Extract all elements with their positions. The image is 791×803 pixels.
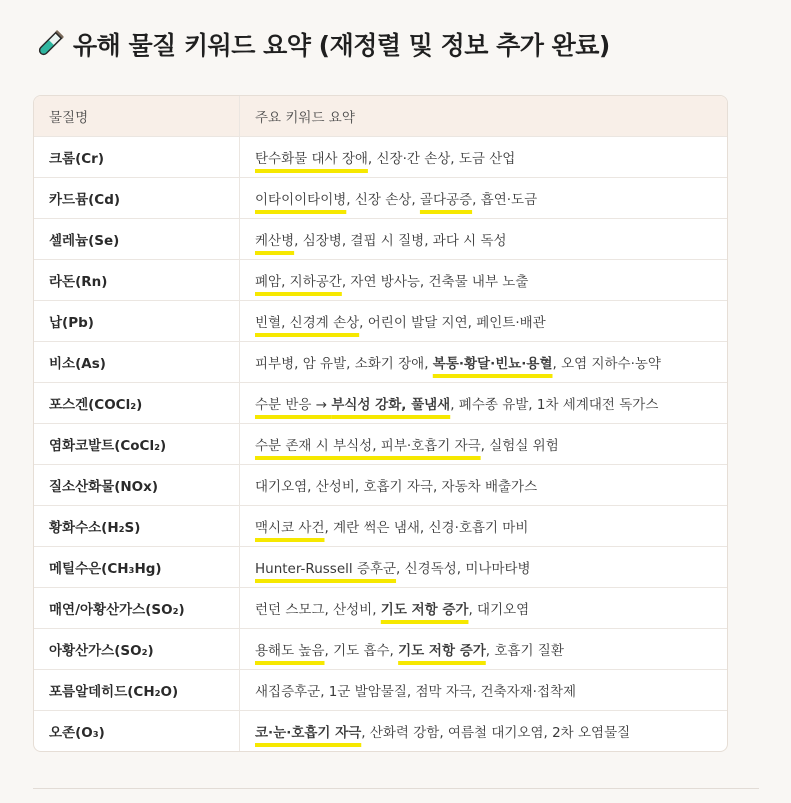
table-row [34, 465, 727, 506]
highlighted-keyword: Hunter-Russell 증후군 [255, 561, 397, 577]
substance-name: 염화코발트(CoCl₂) [34, 424, 240, 465]
keyword-text: 대기오염, 산성비, 호흡기 자극, 자동차 배출가스 [255, 479, 538, 495]
keyword-text: , 신장 손상, [346, 192, 420, 208]
substance-name: 메틸수은(CH₃Hg) [34, 547, 240, 588]
table-row [34, 670, 727, 711]
substance-name: 납(Pb) [34, 301, 240, 342]
table-row [34, 711, 727, 752]
highlighted-keyword: 이타이이타이병 [255, 192, 347, 208]
keyword-summary [240, 465, 728, 506]
keyword-text: 런던 스모그, 산성비, [255, 602, 381, 618]
table-row [34, 424, 727, 465]
substance-name: 포름알데히드(CH₂O) [34, 670, 240, 711]
table-row [34, 301, 727, 342]
keyword-text: , 자연 방사능, 건축물 내부 노출 [341, 274, 529, 290]
test-tube-icon [33, 27, 67, 61]
keyword-summary [240, 588, 728, 629]
highlighted-keyword: 용해도 높음 [255, 643, 325, 659]
substance-name: 황화수소(H₂S) [34, 506, 240, 547]
keyword-summary [240, 301, 728, 342]
keyword-text: , 폐수종 유발, 1차 세계대전 독가스 [450, 397, 659, 413]
keyword-text: , 호흡기 질환 [485, 643, 564, 659]
highlighted-keyword: 코·눈·호흡기 자극 [255, 725, 362, 741]
keyword-summary [240, 670, 728, 711]
keyword-text: , 신경독성, 미나마타병 [396, 561, 531, 577]
highlighted-keyword: 수분 반응 → [255, 397, 332, 413]
highlighted-keyword: 골다공증 [419, 192, 473, 208]
keyword-summary [240, 383, 728, 424]
highlighted-keyword: 기도 저항 증가 [398, 643, 486, 659]
keyword-summary [240, 506, 728, 547]
substance-name: 크롬(Cr) [34, 137, 240, 178]
table-row [34, 178, 727, 219]
keyword-text: , 실험실 위험 [480, 438, 559, 454]
substance-name: 오존(O₃) [34, 711, 240, 752]
substance-name: 매연/아황산가스(SO₂) [34, 588, 240, 629]
keyword-table [33, 95, 728, 752]
keyword-summary [240, 219, 728, 260]
keyword-summary [240, 137, 728, 178]
table-row [34, 260, 727, 301]
keyword-summary [240, 629, 728, 670]
substance-name: 셀레늄(Se) [34, 219, 240, 260]
table-row [34, 219, 727, 260]
highlighted-keyword: 탄수화물 대사 장애 [255, 151, 368, 167]
keyword-text: , 심장병, 결핍 시 질병, 과다 시 독성 [294, 233, 507, 249]
keyword-text: , 대기오염 [468, 602, 530, 618]
substance-name: 아황산가스(SO₂) [34, 629, 240, 670]
keyword-summary [240, 342, 728, 383]
page-title [33, 26, 610, 62]
highlighted-keyword: 기도 저항 증가 [380, 602, 469, 618]
keyword-text: 새집증후군, 1군 발암물질, 점막 자극, 건축자재·접착제 [255, 684, 577, 700]
substance-name: 라돈(Rn) [34, 260, 240, 301]
keyword-text: , 어린이 발달 지연, 페인트·배관 [359, 315, 546, 331]
keyword-summary [240, 260, 728, 301]
keyword-text: , 산화력 강함, 여름철 대기오염, 2차 오염물질 [361, 725, 631, 741]
highlighted-keyword: 부식성 강화, 풀냄새 [331, 397, 451, 413]
highlighted-keyword: 복통·황달·빈뇨·용혈 [432, 356, 553, 372]
keyword-summary [240, 178, 728, 219]
substance-name: 카드뮴(Cd) [34, 178, 240, 219]
keyword-summary [240, 424, 728, 465]
highlighted-keyword: 수분 존재 시 부식성, 피부·호흡기 자극 [255, 438, 481, 454]
table-row [34, 547, 727, 588]
divider [33, 788, 759, 789]
highlighted-keyword: 케산병 [255, 233, 295, 249]
highlighted-keyword: 빈혈, 신경계 손상 [255, 315, 360, 331]
keyword-summary [240, 711, 728, 752]
header-keywords: 주요 키워드 요약 [240, 96, 728, 137]
keyword-text: , 흡연·도금 [472, 192, 538, 208]
table-row [34, 383, 727, 424]
keyword-text: , 계란 썩은 냄새, 신경·호흡기 마비 [324, 520, 529, 536]
keyword-text: 피부병, 암 유발, 소화기 장애, [255, 356, 433, 372]
keyword-text: , 기도 흡수, [324, 643, 399, 659]
table-row [34, 137, 727, 178]
table-row [34, 629, 727, 670]
table-row [34, 342, 727, 383]
table-row [34, 506, 727, 547]
substance-name: 질소산화물(NOx) [34, 465, 240, 506]
title-text: 유해 물질 키워드 요약 (재정렬 및 정보 추가 완료) [73, 31, 610, 60]
table-header-row [34, 96, 727, 137]
header-substance: 물질명 [34, 96, 240, 137]
keyword-text: , 오염 지하수·농약 [552, 356, 661, 372]
substance-name: 비소(As) [34, 342, 240, 383]
substance-name: 포스겐(COCl₂) [34, 383, 240, 424]
highlighted-keyword: 폐암, 지하공간 [255, 274, 342, 290]
highlighted-keyword: 맥시코 사건 [255, 520, 325, 536]
keyword-summary [240, 547, 728, 588]
keyword-text: , 신장·간 손상, 도금 산업 [367, 151, 516, 167]
table-row [34, 588, 727, 629]
